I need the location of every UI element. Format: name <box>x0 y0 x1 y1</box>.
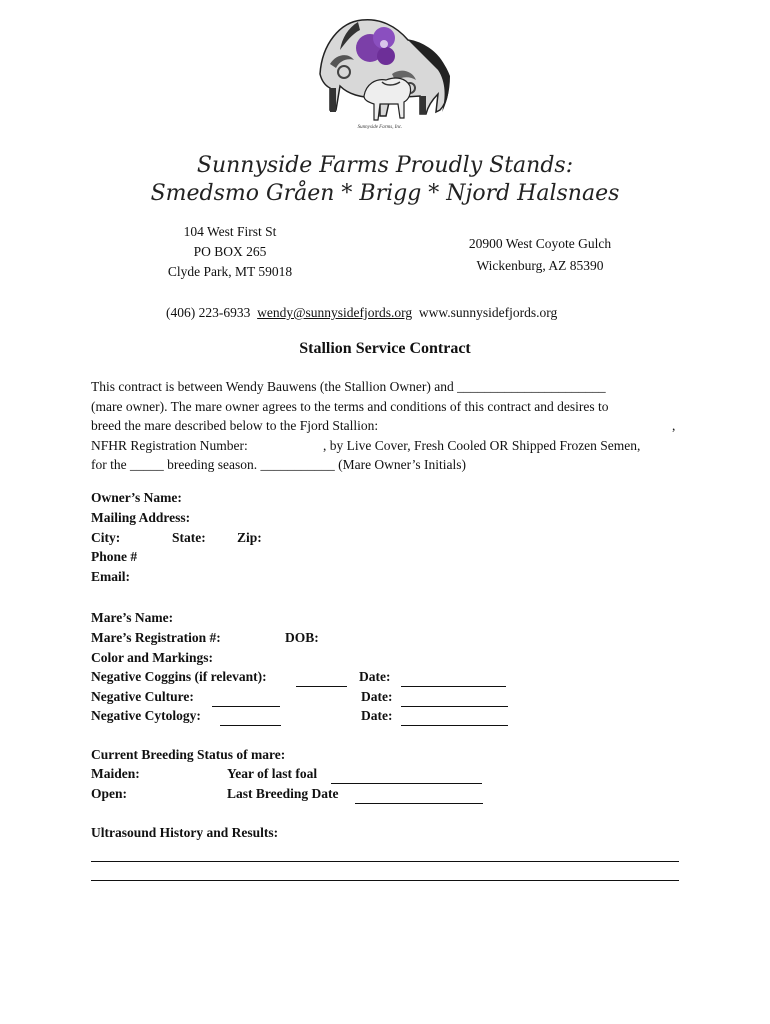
coggins-blank[interactable] <box>296 686 347 687</box>
horse-logo-icon <box>300 14 460 132</box>
owner-name-label: Owner’s Name: <box>91 490 182 505</box>
year-last-foal-label: Year of last foal <box>227 766 318 781</box>
open-label: Open: <box>91 786 128 801</box>
header-line-2: Smedsmo Gråen * Brigg * Njord Halsnaes <box>150 181 620 206</box>
intro-line-5: for the _____ breeding season. ___________ (Mare Owner’s Initials) <box>91 457 467 472</box>
mare-name-label: Mare’s Name: <box>91 610 174 625</box>
city-label: City: <box>91 530 121 545</box>
ultrasound-label: Ultrasound History and Results: <box>91 825 279 840</box>
contract-title: Stallion Service Contract <box>299 340 471 357</box>
mailing-address-label: Mailing Address: <box>91 510 191 525</box>
logo-caption: Sunnyside Farms, Inc. <box>357 125 403 130</box>
breeding-status-heading: Current Breeding Status of mare: <box>91 747 286 762</box>
intro-comma: , <box>672 418 676 433</box>
contact-phone: (406) 223-6933 <box>166 305 251 320</box>
cytology-date-blank[interactable] <box>401 725 508 726</box>
maiden-label: Maiden: <box>91 766 140 781</box>
intro-line-3: breed the mare described below to the Fjord Stallion: <box>91 418 379 433</box>
address-right-line: Wickenburg, AZ 85390 <box>476 258 604 273</box>
cytology-blank[interactable] <box>220 725 281 726</box>
address-left-line: Clyde Park, MT 59018 <box>167 264 293 279</box>
culture-label: Negative Culture: <box>91 689 194 704</box>
coggins-date-blank[interactable] <box>401 686 506 687</box>
email-label: Email: <box>91 569 130 584</box>
dob-label: DOB: <box>285 630 319 645</box>
address-left-line: PO BOX 265 <box>193 244 267 259</box>
address-left <box>150 222 310 282</box>
intro-line-4-rest: , by Live Cover, Fresh Cooled OR Shipped Frozen Semen, <box>323 438 641 453</box>
intro-line-1: This contract is between Wendy Bauwens (the Stallion Owner) and ______________________ <box>91 379 606 394</box>
mare-registration-label: Mare’s Registration #: <box>91 630 221 645</box>
ultrasound-line-1[interactable] <box>91 861 679 862</box>
cytology-label: Negative Cytology: <box>91 708 201 723</box>
contact-email-link[interactable]: wendy@sunnysidefjords.org <box>257 305 413 320</box>
intro-line-4: NFHR Registration Number: <box>91 438 248 453</box>
intro-line-2: (mare owner). The mare owner agrees to the terms and conditions of this contract and desires to <box>91 399 609 414</box>
zip-label: Zip: <box>237 530 262 545</box>
contact-web-link[interactable]: www.sunnysidefjords.org <box>418 305 558 320</box>
year-last-foal-blank[interactable] <box>331 783 482 784</box>
last-breeding-date-blank[interactable] <box>355 803 483 804</box>
header-line-1: Sunnyside Farms Proudly Stands: <box>196 153 574 178</box>
state-label: State: <box>172 530 206 545</box>
color-markings-label: Color and Markings: <box>91 650 214 665</box>
phone-label: Phone # <box>91 549 138 564</box>
address-right <box>450 233 630 277</box>
address-left-line: 104 West First St <box>183 224 277 239</box>
address-right-line: 20900 West Coyote Gulch <box>468 236 612 251</box>
contact-line <box>166 303 557 323</box>
last-breeding-date-label: Last Breeding Date <box>227 786 339 801</box>
coggins-label: Negative Coggins (if relevant): <box>91 669 267 684</box>
culture-date-label: Date: <box>361 689 393 704</box>
coggins-date-label: Date: <box>359 669 391 684</box>
culture-blank[interactable] <box>212 706 280 707</box>
culture-date-blank[interactable] <box>401 706 508 707</box>
ultrasound-line-2[interactable] <box>91 880 679 881</box>
cytology-date-label: Date: <box>361 708 393 723</box>
